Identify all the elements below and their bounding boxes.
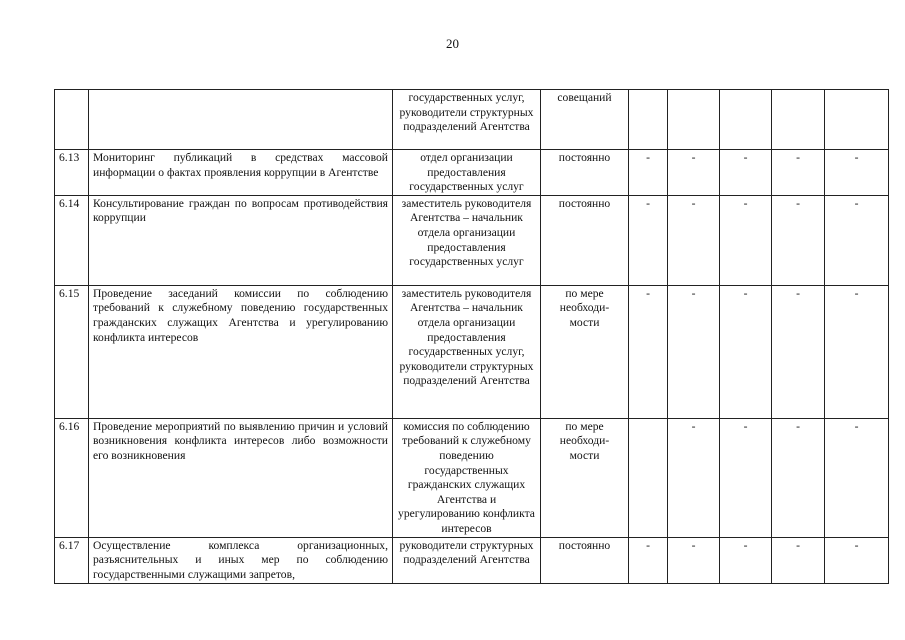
value-cell: - — [825, 195, 889, 285]
table-row — [55, 90, 889, 150]
table-row — [55, 537, 889, 583]
term-cell: совещаний — [541, 90, 629, 150]
row-number: 6.13 — [55, 150, 89, 196]
measure-name: Проведение заседаний комиссии по соблюдению требований к служебному поведению государственных гражданских служащих Агентства и урегулированию конфликта интересов — [89, 285, 393, 418]
term-cell: по мере необходи-мости — [541, 418, 629, 537]
responsible-cell: заместитель руководителя Агентства – начальник отдела организации предоставления государственных услуг — [393, 195, 541, 285]
responsible-cell: отдел организации предоставления государственных услуг — [393, 150, 541, 196]
value-cell: - — [825, 418, 889, 537]
value-cell: - — [720, 537, 772, 583]
responsible-cell: государственных услуг, руководители структурных подразделений Агентства — [393, 90, 541, 150]
value-cell: - — [629, 537, 668, 583]
value-cell — [668, 90, 720, 150]
table-row — [55, 285, 889, 418]
responsible-cell: заместитель руководителя Агентства – начальник отдела организации предоставления государственных услуг, руководители структурных подразделений Агентства — [393, 285, 541, 418]
value-cell: - — [825, 150, 889, 196]
plan-table — [54, 89, 889, 584]
value-cell: - — [772, 150, 825, 196]
term-cell: по мере необходи-мости — [541, 285, 629, 418]
value-cell: - — [720, 195, 772, 285]
value-cell — [629, 418, 668, 537]
value-cell — [720, 90, 772, 150]
value-cell: - — [668, 195, 720, 285]
row-number: 6.16 — [55, 418, 89, 537]
row-number: 6.15 — [55, 285, 89, 418]
value-cell: - — [772, 195, 825, 285]
value-cell: - — [825, 537, 889, 583]
value-cell: - — [668, 418, 720, 537]
value-cell: - — [668, 537, 720, 583]
responsible-cell: руководители структурных подразделений Агентства — [393, 537, 541, 583]
row-number: 6.14 — [55, 195, 89, 285]
measure-name: Проведение мероприятий по выявлению причин и условий возникновения конфликта интересов либо возможности его возникновения — [89, 418, 393, 537]
table-row — [55, 150, 889, 196]
page-number: 20 — [446, 36, 459, 51]
value-cell: - — [772, 537, 825, 583]
table-row — [55, 418, 889, 537]
value-cell — [825, 90, 889, 150]
value-cell: - — [668, 150, 720, 196]
value-cell: - — [629, 285, 668, 418]
measure-name: Мониторинг публикаций в средствах массовой информации о фактах проявления коррупции в Агентстве — [89, 150, 393, 196]
value-cell: - — [825, 285, 889, 418]
value-cell: - — [772, 418, 825, 537]
value-cell — [772, 90, 825, 150]
measure-name: Консультирование граждан по вопросам противодействия коррупции — [89, 195, 393, 285]
value-cell: - — [772, 285, 825, 418]
value-cell: - — [629, 150, 668, 196]
table-row — [55, 195, 889, 285]
value-cell: - — [720, 418, 772, 537]
term-cell: постоянно — [541, 150, 629, 196]
term-cell: постоянно — [541, 195, 629, 285]
value-cell: - — [668, 285, 720, 418]
value-cell: - — [629, 195, 668, 285]
row-number — [55, 90, 89, 150]
value-cell: - — [720, 285, 772, 418]
measure-name: Осуществление комплекса организационных, разъяснительных и иных мер по соблюдению государственными служащими запретов, — [89, 537, 393, 583]
term-cell: постоянно — [541, 537, 629, 583]
measure-name — [89, 90, 393, 150]
responsible-cell: комиссия по соблюдению требований к служебному поведению государственных гражданских служащих Агентства и урегулированию конфликта интересов — [393, 418, 541, 537]
value-cell: - — [720, 150, 772, 196]
value-cell — [629, 90, 668, 150]
row-number: 6.17 — [55, 537, 89, 583]
